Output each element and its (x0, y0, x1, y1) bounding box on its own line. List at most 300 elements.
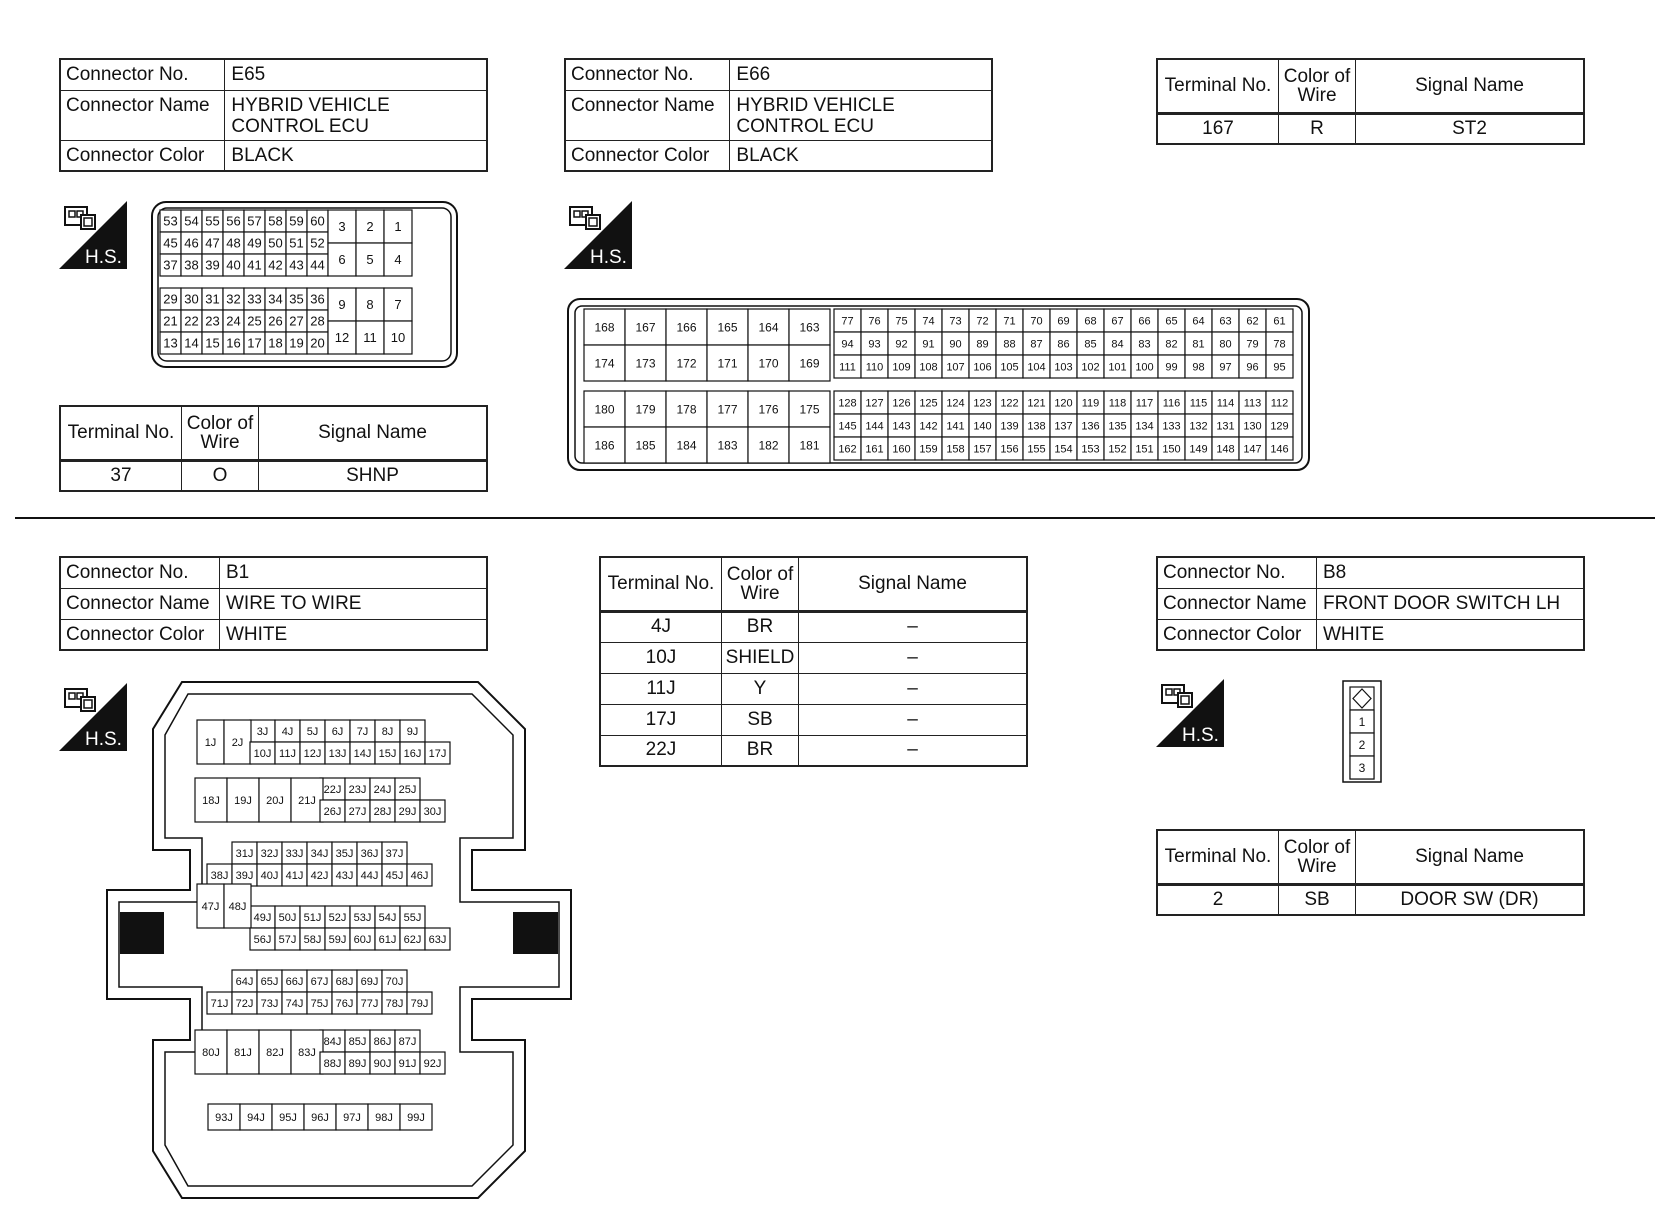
b1-pin: 23J (348, 783, 367, 796)
b8-pin: 1 (1358, 714, 1366, 729)
b1-pin: 11J (279, 747, 296, 760)
b1-pin: 2J (231, 736, 244, 749)
b1-signal-cell: – (799, 611, 1028, 642)
e66-pin: 75 (895, 315, 908, 328)
e65-pin: 1 (394, 219, 402, 235)
b1-pin: 64J (235, 975, 254, 988)
e66-terminal-cell: 167 (1157, 113, 1279, 144)
e66-pin: 91 (922, 338, 935, 351)
e65-pin: 59 (289, 213, 304, 229)
b1-pin: 49J (253, 911, 272, 924)
b1-pin: 63J (428, 933, 447, 946)
b1-pin: 65J (260, 975, 279, 988)
b1-terminal-cell: 17J (600, 704, 722, 735)
b1-pin: 25J (398, 783, 417, 796)
e66-pin: 155 (1027, 443, 1046, 456)
b1-pin: 21J (298, 794, 316, 807)
e66-pin: 98 (1192, 361, 1205, 374)
e66-pin: 134 (1135, 420, 1154, 433)
b1-terminal-no-header: Terminal No. (600, 557, 722, 611)
b1-pin: 7J (356, 725, 369, 738)
e65-pin: 24 (226, 313, 241, 329)
b1-pin: 75J (310, 997, 329, 1010)
e66-pin: 64 (1192, 315, 1205, 328)
e66-pin: 162 (838, 443, 857, 456)
e66-pin: 171 (717, 356, 738, 371)
b1-wire-color-cell: BR (722, 735, 799, 766)
b8-connector-face (1342, 680, 1384, 784)
e65-connector-no-label: Connector No. (60, 59, 225, 90)
b1-connector-color-value: WHITE (220, 619, 488, 650)
e66-pin: 63 (1219, 315, 1232, 328)
e66-pin: 142 (919, 420, 938, 433)
e65-hs-label: H.S. (85, 247, 122, 268)
e65-pin: 26 (268, 313, 283, 329)
e66-pin: 127 (865, 397, 884, 410)
e65-pin: 46 (184, 235, 199, 251)
e65-pin: 2 (366, 219, 374, 235)
b1-pin: 36J (360, 847, 379, 860)
e65-pin: 56 (226, 213, 241, 229)
b1-pin: 80J (202, 1046, 220, 1059)
b1-pin: 43J (335, 869, 354, 882)
b1-pin: 87J (398, 1035, 417, 1048)
e66-terminal-table (1156, 58, 1585, 145)
b1-pin: 95J (279, 1111, 297, 1124)
b1-pin: 31J (235, 847, 254, 860)
b1-pin: 52J (328, 911, 347, 924)
e65-pin: 51 (289, 235, 304, 251)
e66-pin: 102 (1081, 361, 1100, 374)
b1-pin: 57J (278, 933, 297, 946)
b1-connector-name-value: WIRE TO WIRE (220, 588, 488, 619)
e66-pin: 90 (949, 338, 962, 351)
e66-pin: 71 (1003, 315, 1016, 328)
e66-pin: 111 (839, 361, 856, 374)
e66-pin: 170 (758, 356, 779, 371)
b1-terminal-cell: 11J (600, 673, 722, 704)
b1-pin: 58J (303, 933, 322, 946)
e65-pin: 48 (226, 235, 241, 251)
e66-terminal-no-header: Terminal No. (1157, 59, 1279, 113)
e65-pin: 43 (289, 257, 304, 273)
e65-pin: 29 (163, 291, 178, 307)
e66-pin: 177 (717, 402, 738, 417)
e66-connector-name-label: Connector Name (565, 90, 730, 140)
e66-pin: 143 (892, 420, 911, 433)
b1-pin: 33J (285, 847, 304, 860)
e65-pin: 31 (205, 291, 220, 307)
b1-pin: 81J (234, 1046, 252, 1059)
b1-pin: 26J (323, 805, 342, 818)
b1-pin: 77J (360, 997, 379, 1010)
b1-pin: 9J (406, 725, 419, 738)
e66-pin: 94 (841, 338, 854, 351)
b8-pin: 2 (1358, 737, 1366, 752)
e66-connector-no-label: Connector No. (565, 59, 730, 90)
b1-hs-label: H.S. (85, 729, 122, 750)
e65-pin: 30 (184, 291, 199, 307)
e66-pin: 157 (973, 443, 992, 456)
e66-wire-color-cell: R (1279, 113, 1356, 144)
e66-pin: 174 (594, 356, 615, 371)
e66-pin: 87 (1030, 338, 1043, 351)
b1-terminal-row (600, 735, 1027, 766)
b1-pin: 60J (353, 933, 372, 946)
e66-pin: 173 (635, 356, 656, 371)
e66-pin: 154 (1054, 443, 1073, 456)
b1-pin: 5J (306, 725, 319, 738)
b1-pin: 27J (348, 805, 367, 818)
e65-pin: 6 (338, 252, 346, 268)
b1-pin: 84J (323, 1035, 342, 1048)
e65-pin: 21 (163, 313, 178, 329)
e65-pin: 23 (205, 313, 220, 329)
b1-pin: 94J (247, 1111, 265, 1124)
e65-pin: 25 (247, 313, 262, 329)
b1-pin: 93J (215, 1111, 233, 1124)
e66-pin: 152 (1108, 443, 1127, 456)
e65-color-of-wire-header: Color of Wire (182, 406, 259, 460)
e66-pin: 82 (1165, 338, 1178, 351)
b1-pin: 98J (375, 1111, 393, 1124)
b1-pin: 20J (266, 794, 284, 807)
e65-pin: 22 (184, 313, 199, 329)
e65-pin: 38 (184, 257, 199, 273)
e65-pin: 52 (310, 235, 325, 251)
b1-pin: 41J (285, 869, 304, 882)
b1-pin: 89J (348, 1057, 367, 1070)
e66-pin: 110 (865, 361, 884, 374)
b1-pin: 91J (398, 1057, 417, 1070)
b8-terminal-no-header: Terminal No. (1157, 830, 1279, 884)
e66-pin: 144 (865, 420, 884, 433)
b1-pin: 38J (210, 869, 229, 882)
e65-pin: 42 (268, 257, 283, 273)
e66-pin: 80 (1219, 338, 1232, 351)
b1-pin: 30J (423, 805, 442, 818)
b1-pin: 12J (303, 747, 322, 760)
e66-terminal-row (1157, 113, 1584, 144)
b1-wire-color-cell: Y (722, 673, 799, 704)
e65-pin: 14 (184, 335, 199, 351)
e66-signal-cell: ST2 (1356, 113, 1585, 144)
e66-pin: 126 (892, 397, 911, 410)
b1-terminal-cell: 10J (600, 642, 722, 673)
e65-pin: 53 (163, 213, 178, 229)
b8-connector-color-label: Connector Color (1157, 619, 1317, 650)
e65-connector-name-label: Connector Name (60, 90, 225, 140)
e65-pin: 10 (390, 330, 406, 346)
b1-pin: 55J (403, 911, 422, 924)
e65-pin: 11 (363, 330, 377, 346)
e66-pin: 136 (1081, 420, 1100, 433)
e66-pin: 115 (1189, 397, 1208, 410)
b1-pin: 59J (328, 933, 347, 946)
e66-pin: 89 (976, 338, 989, 351)
e66-pin: 78 (1273, 338, 1286, 351)
e66-pin: 135 (1108, 420, 1127, 433)
e66-pin: 113 (1243, 397, 1262, 410)
e66-pin: 81 (1192, 338, 1205, 351)
b1-pin: 22J (323, 783, 342, 796)
b1-signal-cell: – (799, 704, 1028, 735)
e66-pin: 107 (946, 361, 965, 374)
e65-pin: 45 (163, 235, 178, 251)
b8-connector-no-label: Connector No. (1157, 557, 1317, 588)
e66-pin: 119 (1081, 397, 1100, 410)
section-divider (15, 517, 1655, 519)
e65-pin: 20 (310, 335, 325, 351)
e65-connector-name-value: HYBRID VEHICLE CONTROL ECU (225, 90, 487, 140)
b1-pin: 79J (410, 997, 429, 1010)
e66-pin: 149 (1189, 443, 1208, 456)
e66-pin: 95 (1273, 361, 1286, 374)
e66-pin: 62 (1246, 315, 1259, 328)
e65-pin: 41 (247, 257, 262, 273)
b1-pin: 85J (348, 1035, 367, 1048)
e66-pin: 186 (594, 438, 615, 453)
e66-connector-color-value: BLACK (730, 140, 992, 171)
e66-pin: 68 (1084, 315, 1097, 328)
b1-pin: 92J (423, 1057, 442, 1070)
e66-pin: 93 (868, 338, 881, 351)
e66-pin: 137 (1054, 420, 1073, 433)
e66-pin: 169 (799, 356, 820, 371)
e66-pin: 84 (1111, 338, 1124, 351)
e65-terminal-no-header: Terminal No. (60, 406, 182, 460)
e66-pin: 77 (841, 315, 854, 328)
e65-pin: 32 (226, 291, 241, 307)
b1-pin: 8J (381, 725, 394, 738)
b1-pin: 68J (335, 975, 354, 988)
b1-pin: 16J (403, 747, 422, 760)
e65-terminal-row (60, 460, 487, 491)
e65-pin: 8 (366, 297, 374, 313)
e66-pin: 120 (1054, 397, 1073, 410)
b1-wire-color-cell: BR (722, 611, 799, 642)
b1-pin: 70J (385, 975, 404, 988)
b1-pin: 32J (260, 847, 279, 860)
b1-pin: 39J (235, 869, 254, 882)
b1-pin: 19J (234, 794, 252, 807)
b1-pin: 13J (328, 747, 347, 760)
e66-pin: 183 (717, 438, 738, 453)
e65-pin: 19 (289, 335, 304, 351)
b1-terminal-row (600, 611, 1027, 642)
e66-pin: 175 (799, 402, 820, 417)
e66-pin: 133 (1162, 420, 1181, 433)
e66-pin: 69 (1057, 315, 1070, 328)
e66-pin: 151 (1135, 443, 1154, 456)
e66-pin: 180 (594, 402, 615, 417)
b1-connector-info-table (59, 556, 488, 651)
b8-connector-name-label: Connector Name (1157, 588, 1317, 619)
b1-pin: 44J (360, 869, 379, 882)
e66-pin: 141 (946, 420, 965, 433)
b1-pin: 53J (353, 911, 372, 924)
e66-pin: 124 (946, 397, 965, 410)
e65-pin: 5 (366, 252, 374, 268)
b1-pin: 15J (378, 747, 397, 760)
b1-terminal-row (600, 642, 1027, 673)
e66-pin: 182 (758, 438, 779, 453)
b1-pin: 90J (373, 1057, 392, 1070)
e66-pin: 184 (676, 438, 697, 453)
b8-connector-color-value: WHITE (1317, 619, 1585, 650)
b1-signal-cell: – (799, 735, 1028, 766)
e66-pin: 99 (1165, 361, 1178, 374)
b8-signal-cell: DOOR SW (DR) (1356, 884, 1585, 915)
e66-pin: 116 (1162, 397, 1181, 410)
e65-pin: 40 (226, 257, 241, 273)
b8-pin: 3 (1358, 760, 1366, 775)
b1-pin: 88J (323, 1057, 342, 1070)
b1-pin: 35J (335, 847, 354, 860)
e66-pin: 132 (1189, 420, 1208, 433)
b8-harness-side-icon (1156, 679, 1224, 747)
e65-pin: 27 (289, 313, 304, 329)
e65-pin: 50 (268, 235, 283, 251)
b1-pin: 76J (335, 997, 354, 1010)
b1-pin: 51J (303, 911, 322, 924)
b1-connector-no-value: B1 (220, 557, 488, 588)
e65-connector-info-table (59, 58, 488, 172)
e66-pin: 140 (973, 420, 992, 433)
e66-pin: 156 (1000, 443, 1019, 456)
b1-pin: 72J (235, 997, 254, 1010)
b1-pin: 50J (278, 911, 297, 924)
e66-connector-color-label: Connector Color (565, 140, 730, 171)
b1-pin: 96J (311, 1111, 329, 1124)
b1-pin: 73J (260, 997, 279, 1010)
b1-signal-cell: – (799, 642, 1028, 673)
b1-pin: 42J (310, 869, 329, 882)
b1-pin: 48J (228, 900, 247, 913)
b1-pin: 83J (298, 1046, 316, 1059)
b1-pin: 74J (285, 997, 304, 1010)
e65-pin: 4 (394, 252, 402, 268)
e66-pin: 117 (1135, 397, 1154, 410)
e65-pin: 15 (205, 335, 220, 351)
e66-pin: 145 (838, 420, 857, 433)
b1-pin: 45J (385, 869, 404, 882)
e65-terminal-cell: 37 (60, 460, 182, 491)
e66-pin: 108 (919, 361, 938, 374)
e65-pin: 3 (338, 219, 346, 235)
e66-color-of-wire-header: Color of Wire (1279, 59, 1356, 113)
e66-pin: 96 (1246, 361, 1259, 374)
b1-pin: 10J (253, 747, 272, 760)
b1-wire-color-cell: SB (722, 704, 799, 735)
e65-pin: 39 (205, 257, 220, 273)
b1-pin: 18J (202, 794, 220, 807)
e65-connector-color-value: BLACK (225, 140, 487, 171)
e66-pin: 125 (919, 397, 938, 410)
e65-pin: 37 (163, 257, 178, 273)
e66-pin: 121 (1027, 397, 1046, 410)
e66-pin: 67 (1111, 315, 1124, 328)
e66-pin: 109 (892, 361, 911, 374)
e66-pin: 66 (1138, 315, 1151, 328)
e65-terminal-table (59, 405, 488, 492)
e66-pin: 150 (1162, 443, 1181, 456)
e65-pin: 55 (205, 213, 220, 229)
e66-pin: 106 (973, 361, 992, 374)
b1-pin: 67J (310, 975, 329, 988)
b1-pin: 71J (210, 997, 229, 1010)
e66-pin: 128 (838, 397, 857, 410)
e66-pin: 176 (758, 402, 779, 417)
e66-pin: 88 (1003, 338, 1016, 351)
b1-pin: 17J (428, 747, 447, 760)
e66-pin: 129 (1270, 420, 1289, 433)
b8-signal-name-header: Signal Name (1356, 830, 1585, 884)
e66-pin: 114 (1216, 397, 1235, 410)
b1-terminal-cell: 22J (600, 735, 722, 766)
e66-pin: 122 (1000, 397, 1019, 410)
e65-pin: 57 (247, 213, 262, 229)
b1-pin: 6J (331, 725, 344, 738)
b1-signal-cell: – (799, 673, 1028, 704)
e66-pin: 123 (973, 397, 992, 410)
e66-pin: 86 (1057, 338, 1070, 351)
e65-pin: 47 (205, 235, 220, 251)
b1-signal-name-header: Signal Name (799, 557, 1028, 611)
b1-pin: 78J (385, 997, 404, 1010)
b1-connector-color-label: Connector Color (60, 619, 220, 650)
e66-pin: 181 (799, 438, 820, 453)
e65-pin: 58 (268, 213, 283, 229)
e66-pin: 70 (1030, 315, 1043, 328)
e66-pin: 79 (1246, 338, 1259, 351)
e66-pin: 167 (635, 320, 656, 335)
b1-pin: 24J (373, 783, 392, 796)
b1-color-of-wire-header: Color of Wire (722, 557, 799, 611)
e65-pin: 7 (394, 297, 402, 313)
e65-pin: 34 (268, 291, 283, 307)
e66-pin: 146 (1270, 443, 1289, 456)
e66-pin: 161 (865, 443, 884, 456)
e65-pin: 49 (247, 235, 262, 251)
e66-pin: 164 (758, 320, 779, 335)
e66-hs-label: H.S. (590, 247, 627, 268)
b8-wire-color-cell: SB (1279, 884, 1356, 915)
e65-harness-side-icon (59, 201, 127, 269)
b1-terminal-row (600, 704, 1027, 735)
b1-terminal-table (599, 556, 1028, 767)
e65-pin: 18 (268, 335, 283, 351)
e66-pin: 158 (946, 443, 965, 456)
e66-pin: 73 (949, 315, 962, 328)
e66-connector-face (566, 297, 1312, 473)
b1-pin: 29J (398, 805, 417, 818)
e66-pin: 74 (922, 315, 935, 328)
e65-signal-cell: SHNP (259, 460, 488, 491)
b1-pin: 4J (281, 725, 294, 738)
e66-connector-name-value: HYBRID VEHICLE CONTROL ECU (730, 90, 992, 140)
b1-pin: 62J (403, 933, 422, 946)
e66-pin: 159 (919, 443, 938, 456)
e66-signal-name-header: Signal Name (1356, 59, 1585, 113)
b8-terminal-row (1157, 884, 1584, 915)
e65-pin: 28 (310, 313, 325, 329)
b8-connector-name-value: FRONT DOOR SWITCH LH (1317, 588, 1585, 619)
b1-pin: 28J (373, 805, 392, 818)
e66-pin: 92 (895, 338, 908, 351)
e66-pin: 101 (1108, 361, 1127, 374)
e66-pin: 105 (1000, 361, 1019, 374)
